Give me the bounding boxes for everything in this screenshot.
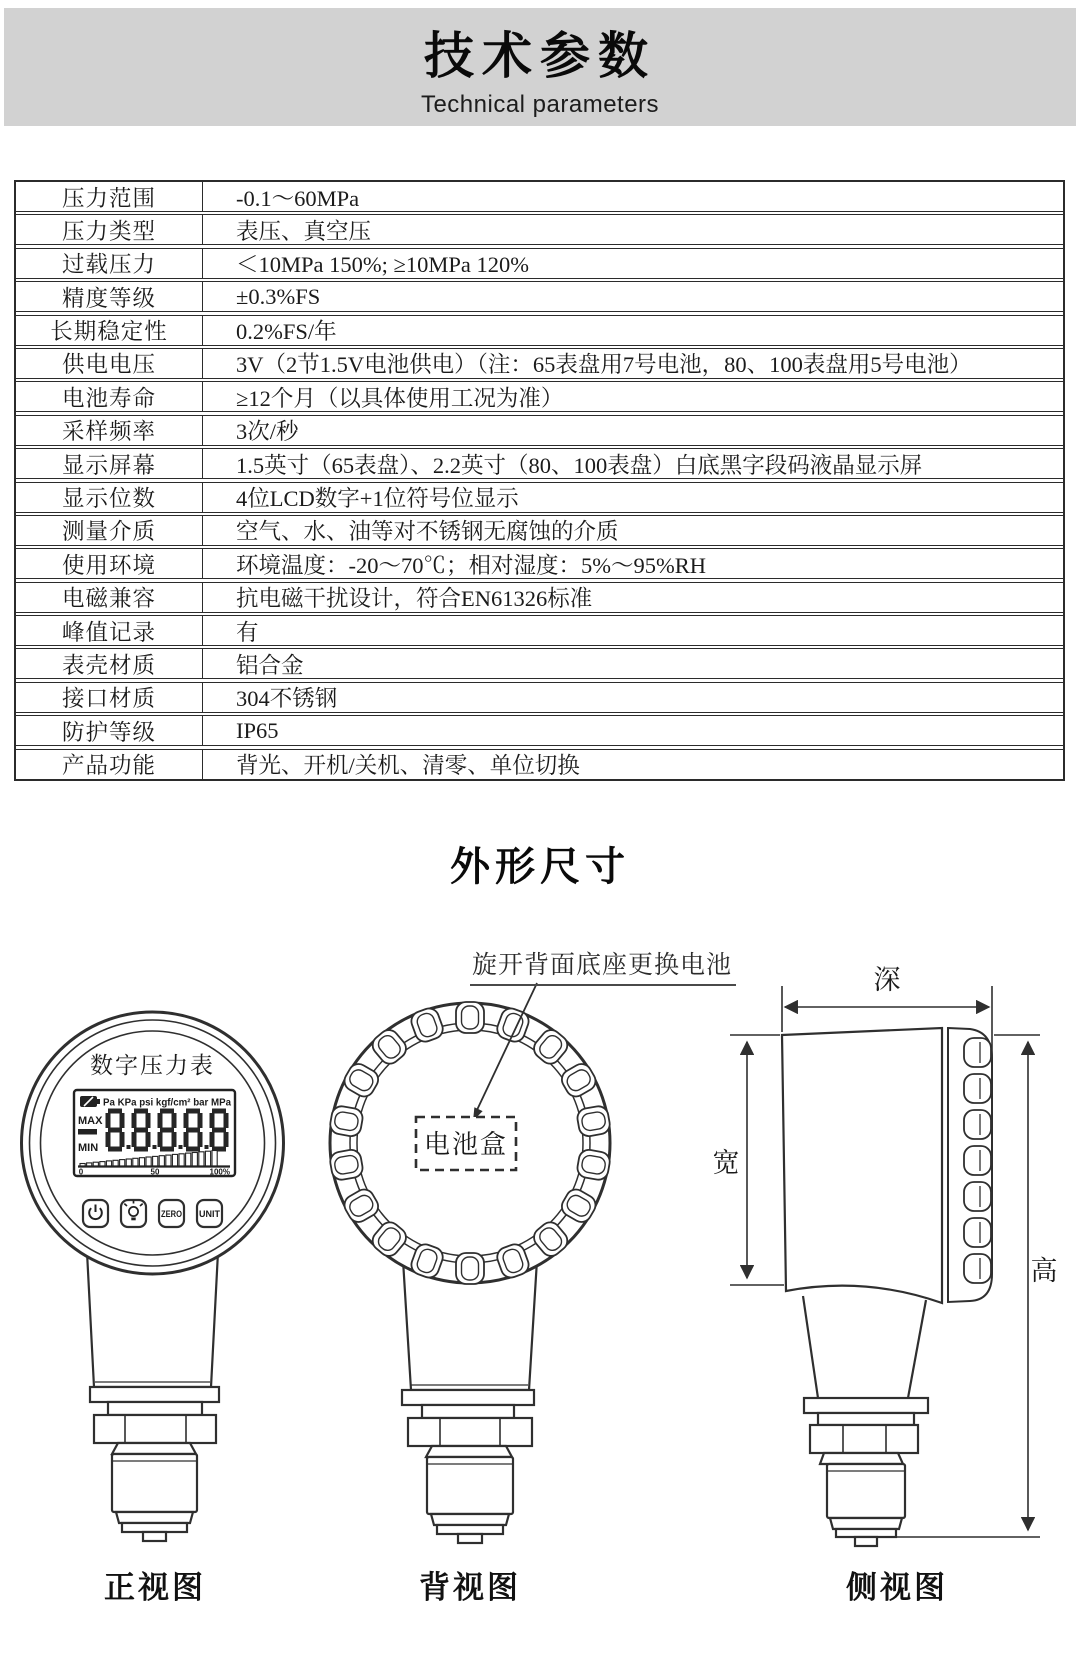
table-row [16,415,1063,446]
caption-back-view: 背视图 [419,1569,521,1605]
lcd-scale-0: 0 [78,1167,84,1177]
lcd-min-label: MIN [78,1141,99,1154]
table-row [16,582,1063,613]
zero-button-label: ZERO [161,1208,182,1219]
spec-label: 产品功能 [16,750,203,779]
spec-value: 有 [236,619,259,645]
spec-value: 背光、开机/关机、清零、单位切换 [236,753,580,779]
spec-label: 峰值记录 [16,616,203,645]
spec-value: IP65 [236,717,279,743]
lcd-units: Pa KPa psi kgf/cm² bar MPa [103,1096,232,1109]
spec-label: 长期稳定性 [16,316,203,345]
header-band [4,8,1076,126]
table-row [16,248,1063,279]
unit-button-label: UNIT [199,1208,221,1219]
width-label: 宽 [712,1147,740,1178]
thread-connector [112,1454,197,1512]
table-row [16,682,1063,713]
side-body [782,1028,992,1546]
spec-value: 0.2%FS/年 [236,319,337,345]
lcd-scale-100: 100% [209,1167,230,1177]
side-front-face [782,1028,942,1303]
spec-label: 防护等级 [16,716,203,745]
spec-value: ±0.3%FS [236,283,321,309]
spec-value: ≥12个月（以具体使用工况为准） [236,385,564,411]
caption-front-view: 正视图 [104,1569,206,1605]
lcd-scale-50: 50 [150,1167,160,1177]
spec-label: 显示位数 [16,483,203,512]
table-row [16,182,1063,212]
spec-value: -0.1～60MPa [236,185,360,211]
table-row [16,482,1063,513]
table-row [16,648,1063,679]
spec-label: 过载压力 [16,249,203,278]
spec-label: 电池寿命 [16,382,203,411]
table-row [16,548,1063,579]
lcd-max-label: MAX [78,1114,103,1127]
spec-value: 1.5英寸（65表盘）、2.2英寸（80、100表盘）白底黑字段码液晶显示屏 [236,452,923,478]
page-subtitle: Technical parameters [420,90,660,118]
side-view-drawing [640,940,1080,1600]
page-title: 技术参数 [424,27,656,84]
spec-value: 表压、真空压 [236,218,372,244]
table-row [16,381,1063,412]
spec-label: 使用环境 [16,549,203,578]
table-row [16,214,1063,245]
depth-label: 深 [873,964,901,995]
power-button [83,1200,108,1227]
spec-label: 压力类型 [16,215,203,244]
spec-value: ＜10MPa 150%; ≥10MPa 120% [236,252,529,278]
spec-value: 抗电磁干扰设计，符合EN61326标准 [236,586,593,612]
gauge-title: 数字压力表 [90,1051,215,1078]
lcd-panel [74,1090,235,1177]
table-row [16,315,1063,346]
battery-annotation: 旋开背面底座更换电池 [470,945,736,986]
front-stem [87,1252,219,1541]
table-row [16,448,1063,479]
spec-label: 表壳材质 [16,649,203,678]
table-row [16,715,1063,746]
spec-label: 显示屏幕 [16,449,203,478]
spec-value: 3V（2节1.5V电池供电）（注：65表盘用7号电池，80、100表盘用5号电池） [236,352,972,378]
caption-side-view: 侧视图 [846,1569,948,1605]
spec-label: 电磁兼容 [16,583,203,612]
battery-box-label: 电池盒 [423,1128,509,1159]
spec-table [14,180,1065,781]
back-view-drawing [310,940,620,1600]
side-stem [803,1296,928,1546]
section-title-dimensions: 外形尺寸 [450,844,630,889]
spec-label: 精度等级 [16,282,203,311]
table-row [16,281,1063,312]
table-row [16,615,1063,646]
dimension-drawings [0,940,1080,1650]
spec-value: 304不锈钢 [236,686,338,712]
table-row [16,749,1063,779]
spec-label: 测量介质 [16,516,203,545]
table-row [16,348,1063,379]
spec-label: 压力范围 [16,182,203,211]
spec-value: 4位LCD数字+1位符号位显示 [236,486,519,512]
front-view-drawing [0,940,310,1600]
spec-label: 接口材质 [16,683,203,712]
spec-label: 采样频率 [16,416,203,445]
hex-nut [94,1415,216,1443]
spec-value: 铝合金 [236,652,304,678]
table-row [16,515,1063,546]
back-stem [402,1260,537,1543]
lcd-minus-sign [78,1129,97,1135]
spec-value: 空气、水、油等对不锈钢无腐蚀的介质 [236,519,619,545]
height-label: 高 [1030,1255,1058,1286]
spec-value: 3次/秒 [236,419,299,445]
spec-label: 供电电压 [16,349,203,378]
spec-value: 环境温度：-20～70℃；相对湿度：5%～95%RH [236,552,706,578]
